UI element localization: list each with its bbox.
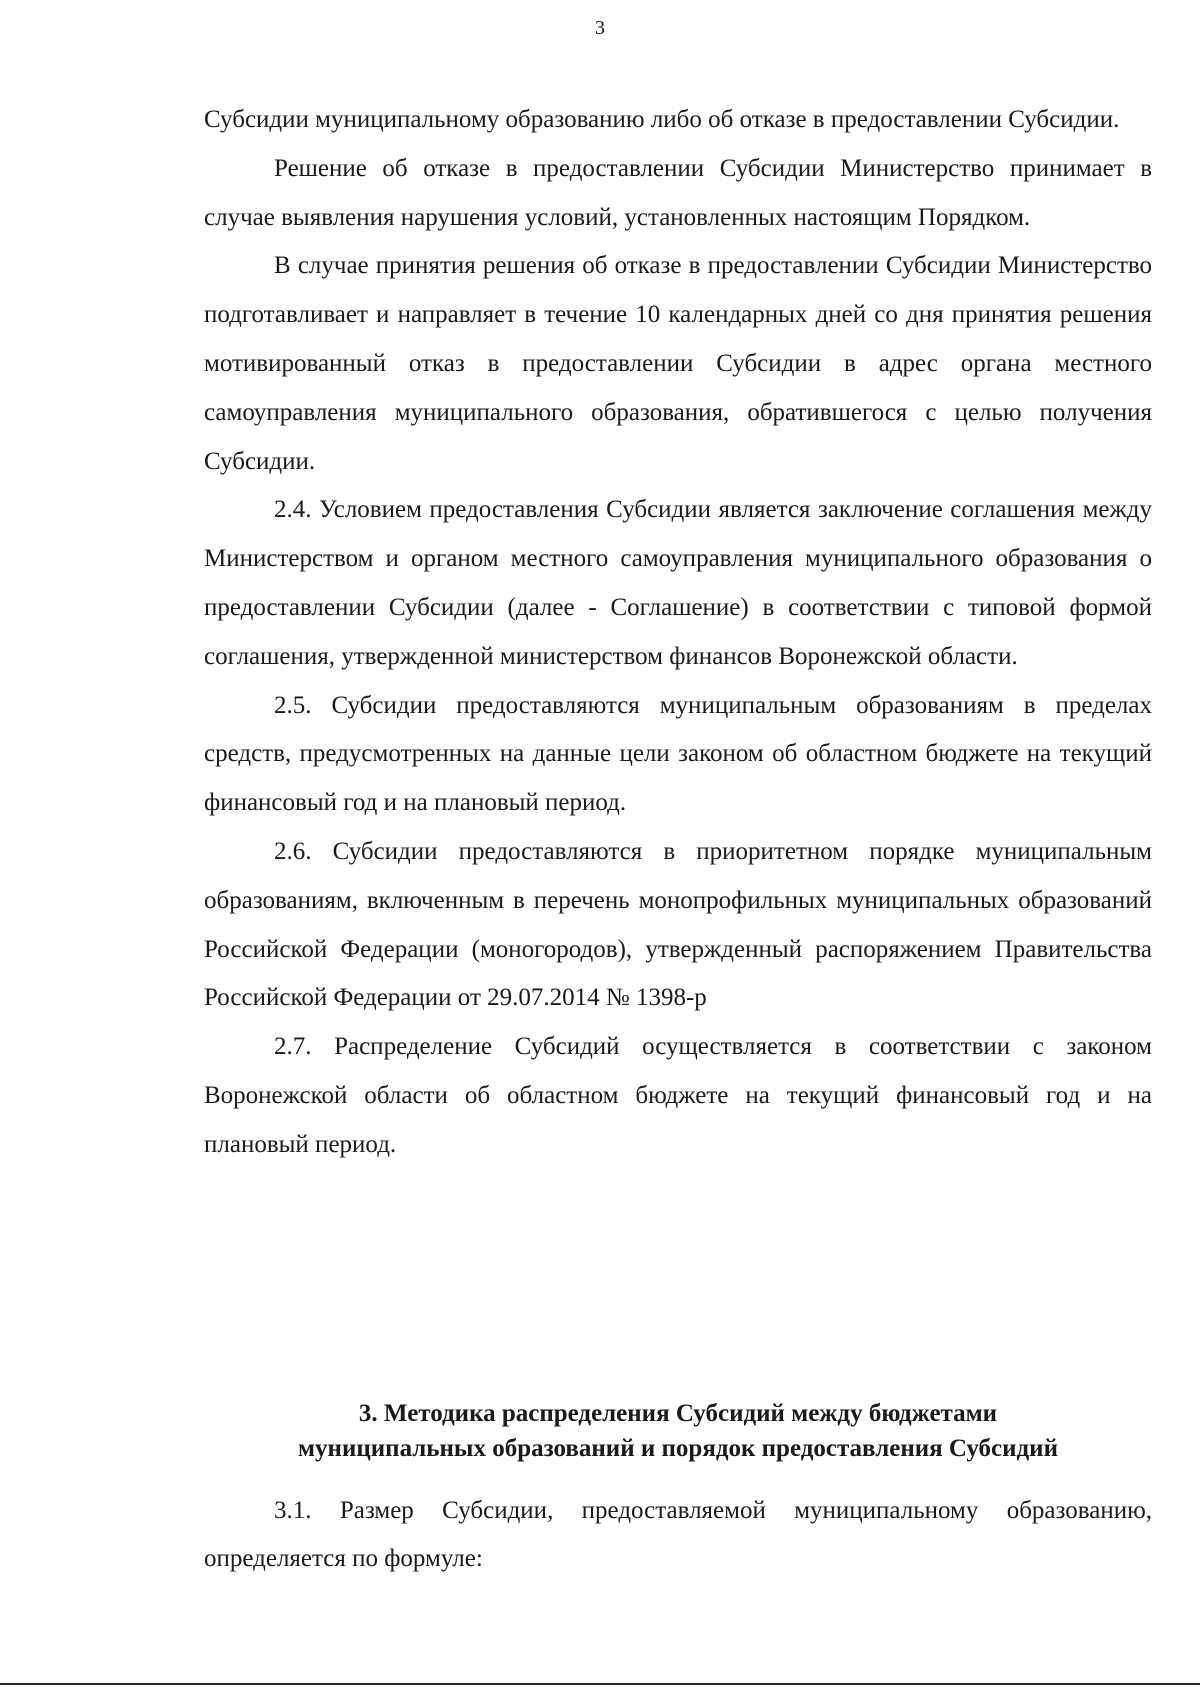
paragraph-2-6: 2.6. Субсидии предоставляются в приоритетном порядке муниципальным образованиям, включенным в перечень монопрофильных муниципальных образований Российской Федерации (моногородов), утвержденный распоряжением Правительства Российской Федерации от 29.07.2014 № 1398-р [204, 837, 1152, 1012]
section-3-body [204, 1487, 1152, 1583]
page-number: 3 [595, 17, 605, 39]
paragraph-refusal-decision: Решение об отказе в предоставлении Субсидии Министерство принимает в случае выявления нарушения условий, установленных настоящим Порядком. [204, 154, 1152, 231]
section-heading-line-1: 3. Методика распределения Субсидий между бюджетами [358, 1400, 998, 1427]
page-edge-divider [0, 1683, 1200, 1685]
paragraph-2-7: 2.7. Распределение Субсидий осуществляется в соответствии с законом Воронежской области об областном бюджете на текущий финансовый год и на плановый период. [204, 1033, 1152, 1158]
paragraph-2-5: 2.5. Субсидии предоставляются муниципальным образованиям в пределах средств, предусмотренных на данные цели законом об областном бюджете на текущий финансовый год и на плановый период. [204, 691, 1152, 817]
section-heading [204, 1396, 1152, 1466]
document-body [204, 96, 1152, 1170]
paragraph-refusal-notice: В случае принятия решения об отказе в предоставлении Субсидии Министерство подготавливает и направляет в течение 10 календарных дней со дня принятия решения мотивированный отказ в предоставлении Субсидии в адрес органа местного самоуправления муниципального образования, обратившегося с целью получения Субсидии. [204, 252, 1152, 475]
paragraph-3-1: 3.1. Размер Субсидии, предоставляемой муниципальному образованию, определяется по формуле: [204, 1497, 1152, 1572]
paragraph-continuation: Субсидии муниципальному образованию либо об отказе в предоставлении Субсидии. [204, 106, 1120, 133]
section-heading-line-2: муниципальных образований и порядок предоставления Субсидий [298, 1435, 1058, 1462]
paragraph-2-4: 2.4. Условием предоставления Субсидии является заключение соглашения между Министерством и органом местного самоуправления муниципального образования о предоставлении Субсидии (далее - Соглашение) в соответствии с типовой формой соглашения, утвержденной министерством финансов Воронежской области. [204, 496, 1152, 670]
